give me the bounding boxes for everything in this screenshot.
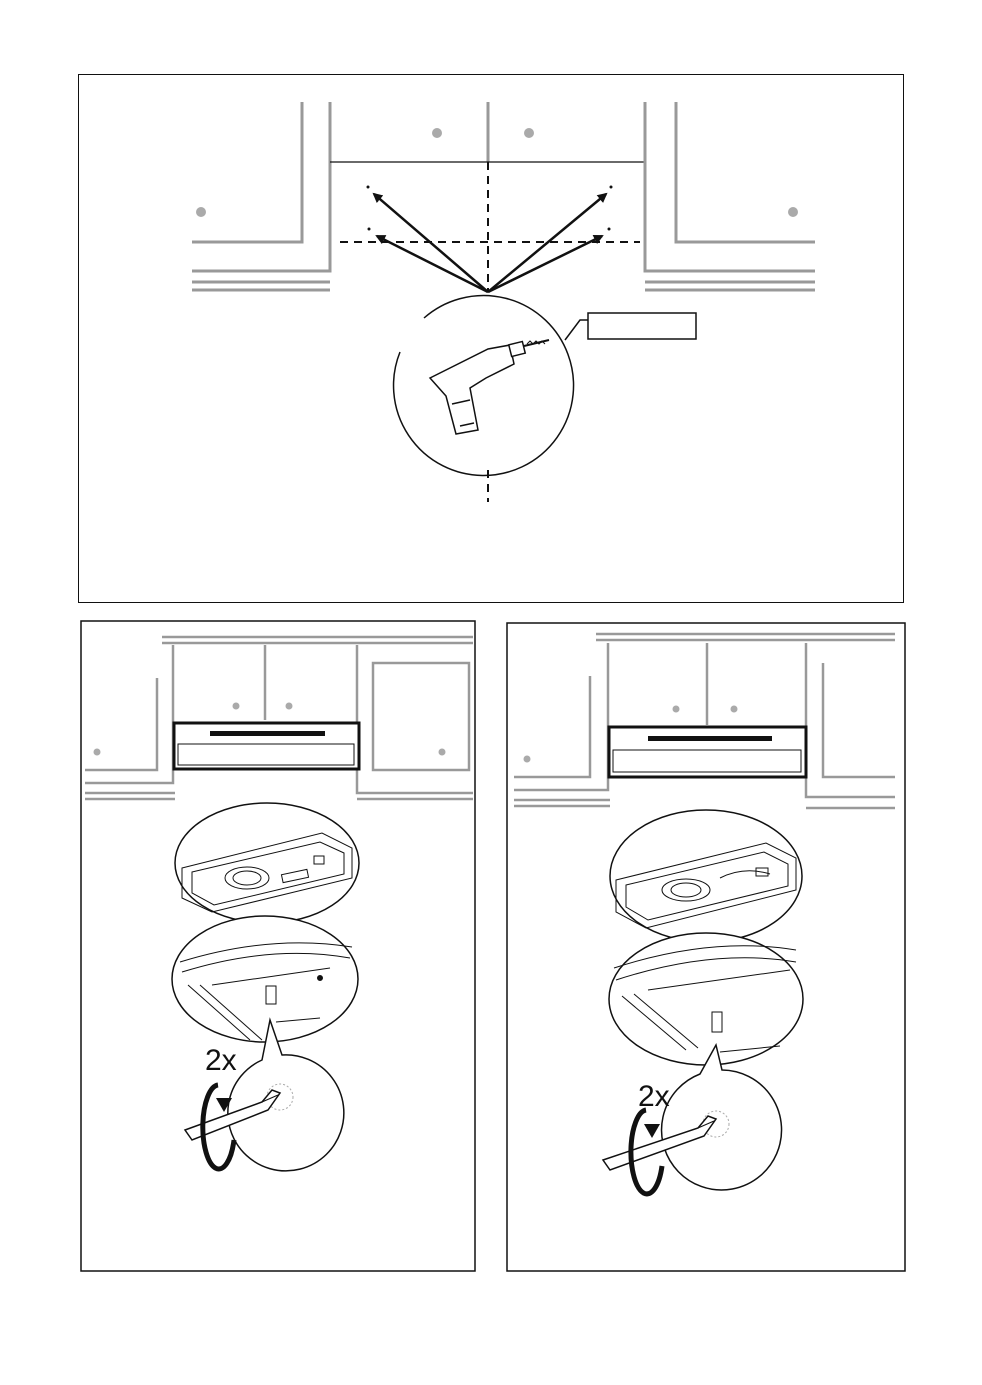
right-range-hood	[609, 727, 806, 777]
callout-label-box	[588, 313, 696, 339]
right-rotation-arrow-head	[644, 1124, 660, 1138]
left-range-hood	[174, 723, 359, 769]
left-wall-cabinet	[192, 102, 330, 290]
right-screw-location-magnifier	[609, 933, 803, 1065]
drill-point-lower-right	[608, 228, 611, 231]
right-panel-knob-a	[524, 756, 531, 763]
drill-point-upper-right	[610, 186, 613, 189]
left-panel-knob-d	[439, 749, 446, 756]
right-cabinet-knob	[788, 207, 798, 217]
right-panel-knob-b	[673, 706, 680, 713]
magnifier-callout-line	[565, 320, 588, 340]
electric-drill-icon	[430, 340, 549, 434]
drill-point-lower-left	[368, 228, 371, 231]
right-panel-cabinets	[514, 634, 895, 808]
right-turns-label: 2x	[638, 1080, 670, 1113]
center-wall-cabinet	[330, 102, 645, 162]
drill-point-upper-left	[367, 186, 370, 189]
left-panel-knob-c	[286, 703, 293, 710]
left-panel-knob-a	[94, 749, 101, 756]
center-left-knob	[432, 128, 442, 138]
drill-magnifier-circle	[394, 295, 574, 475]
right-wall-cabinet	[645, 102, 815, 290]
left-turns-label: 2x	[205, 1044, 237, 1077]
left-screw-location-magnifier	[172, 916, 358, 1042]
right-panel-knob-c	[731, 706, 738, 713]
left-panel-knob-b	[233, 703, 240, 710]
left-panel-cabinets	[85, 637, 473, 799]
right-hood-underside-magnifier	[610, 810, 802, 942]
center-right-knob	[524, 128, 534, 138]
left-cabinet-knob	[196, 207, 206, 217]
